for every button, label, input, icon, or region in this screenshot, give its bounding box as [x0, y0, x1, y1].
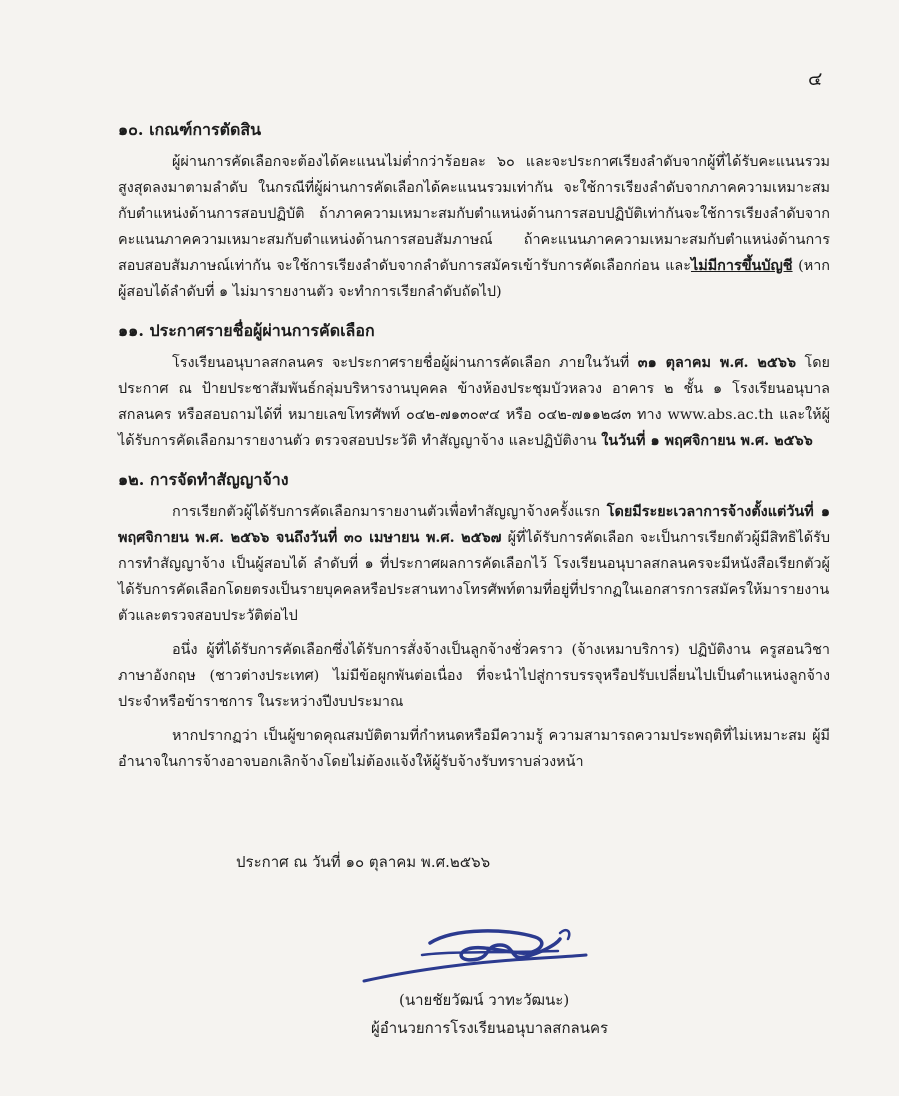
section-3	[118, 468, 830, 775]
section-1	[118, 118, 830, 305]
paragraph	[118, 499, 830, 629]
text-run: (หากผู้สอบได้ลำดับที่ ๑ ไม่มารายงานตัว จะทำการเรียกลำดับถัดไป)	[118, 258, 830, 300]
text-run: อนึ่ง ผู้ที่ได้รับการคัดเลือกซึ่งได้รับการสั่งจ้างเป็นลูกจ้างชั่วคราว (จ้างเหมาบริการ) ปฏิบัติงาน ครูสอนวิชาภาษาอังกฤษ (ชาวต่างประเทศ) ไม่มีข้อผูกพันต่อเนื่อง ที่จะนำไปสู่การบรรจุหรือปรับเปลี่ยนไปเป็นตำแหน่งลูกจ้างประจำหรือข้าราชการ ในระหว่างปีงบประมาณ	[118, 642, 830, 710]
paragraph	[118, 149, 830, 305]
text-run: ในวันที่ ๑ พฤศจิกายน พ.ศ. ๒๕๖๖	[601, 432, 813, 449]
text-run: ผู้ผ่านการคัดเลือกจะต้องได้คะแนนไม่ต่ำกว่าร้อยละ ๖๐ และจะประกาศเรียงลำดับจากผู้ที่ได้รับคะแนนรวมสูงสุดลงมาตามลำดับ ในกรณีที่ผู้ผ่านการคัดเลือกได้คะแนนรวมเท่ากัน จะใช้การเรียงลำดับจากภาคความเหมาะสมกับตำแหน่งด้านการสอบปฏิบัติ ถ้าภาคความเหมาะสมกับตำแหน่งด้านการสอบปฏิบัติเท่ากันจะใช้การเรียงลำดับจากคะแนนภาคความเหมาะสมกับตำแหน่งด้านการสอบสัมภาษณ์ ถ้าคะแนนภาคความเหมาะสมกับตำแหน่งด้านการสอบสอบสัมภาษณ์เท่ากัน จะใช้การเรียงลำดับจากลำดับการสมัครเข้ารับการคัดเลือกก่อน และ	[118, 154, 830, 274]
section-heading: ๑๑. ประกาศรายชื่อผู้ผ่านการคัดเลือก	[118, 321, 375, 340]
paragraph	[118, 723, 830, 775]
signer-name: (นายชัยวัฒน์ วาทะวัฒนะ)	[399, 991, 570, 1009]
signer-position: ผู้อำนวยการโรงเรียนอนุบาลสกลนคร	[371, 1019, 609, 1037]
text-run: โดยมีระยะเวลาการจ้างตั้งแต่วันที่ ๑ พฤศจิกายน พ.ศ. ๒๕๖๖ จนถึงวันที่ ๓๐ เมษายน พ.ศ. ๒๕๖๗	[118, 503, 830, 546]
text-run: หากปรากฏว่า เป็นผู้ขาดคุณสมบัติตามที่กำหนดหรือมีความรู้ ความสามารถความประพฤติที่ไม่เหมาะสม ผู้มีอำนาจในการจ้างอาจบอกเลิกจ้างโดยไม่ต้องแจ้งให้ผู้รับจ้างรับทราบล่วงหน้า	[118, 728, 830, 770]
document-body	[118, 118, 830, 789]
section-2	[118, 319, 830, 454]
paragraph	[118, 350, 830, 454]
section-heading: ๑๒. การจัดทำสัญญาจ้าง	[118, 470, 289, 489]
text-run: โรงเรียนอนุบาลสกลนคร จะประกาศรายชื่อผู้ผ่านการคัดเลือก ภายในวันที่	[172, 355, 638, 371]
signature-icon	[360, 915, 590, 990]
paragraph	[118, 637, 830, 715]
text-run: ๓๑ ตุลาคม พ.ศ. ๒๕๖๖	[637, 354, 797, 371]
text-run: ไม่มีการขึ้นบัญชี	[690, 257, 793, 274]
announcement-date: ประกาศ ณ วันที่ ๑๐ ตุลาคม พ.ศ.๒๕๖๖	[236, 853, 491, 871]
text-run: ผู้ที่ได้รับการคัดเลือก จะเป็นการเรียกตัวผู้มีสิทธิได้รับการทำสัญญาจ้าง เป็นผู้สอบได้ ลำดับที่ ๑ ที่ประกาศผลการคัดเลือกไว้ โรงเรียนอนุบาลสกลนครจะมีหนังสือเรียกตัวผู้ได้รับการคัดเลือกโดยตรงเป็นรายบุคคลหรือประสานทางโทรศัพท์ตามที่อยู่ที่ปรากฏในเอกสารการสมัครให้มารายงานตัวและตรวจสอบประวัติต่อไป	[118, 530, 830, 624]
text-run: โดยประกาศ ณ ป้ายประชาสัมพันธ์กลุ่มบริหารงานบุคคล ข้างห้องประชุมบัวหลวง อาคาร ๒ ชั้น ๑ โรงเรียนอนุบาลสกลนคร หรือสอบถามได้ที่ หมายเลขโทรศัพท์ ๐๔๒-๗๑๓๐๙๔ หรือ ๐๔๒-๗๑๑๒๘๓ ทาง www.abs.ac.th และให้ผู้ได้รับการคัดเลือกมารายงานตัว ตรวจสอบประวัติ ทำสัญญาจ้าง และปฏิบัติงาน	[118, 355, 830, 449]
text-run: การเรียกตัวผู้ได้รับการคัดเลือกมารายงานตัวเพื่อทำสัญญาจ้างครั้งแรก	[172, 504, 607, 520]
page-number: ๔	[808, 68, 823, 90]
section-heading: ๑๐. เกณฑ์การตัดสิน	[118, 120, 262, 139]
